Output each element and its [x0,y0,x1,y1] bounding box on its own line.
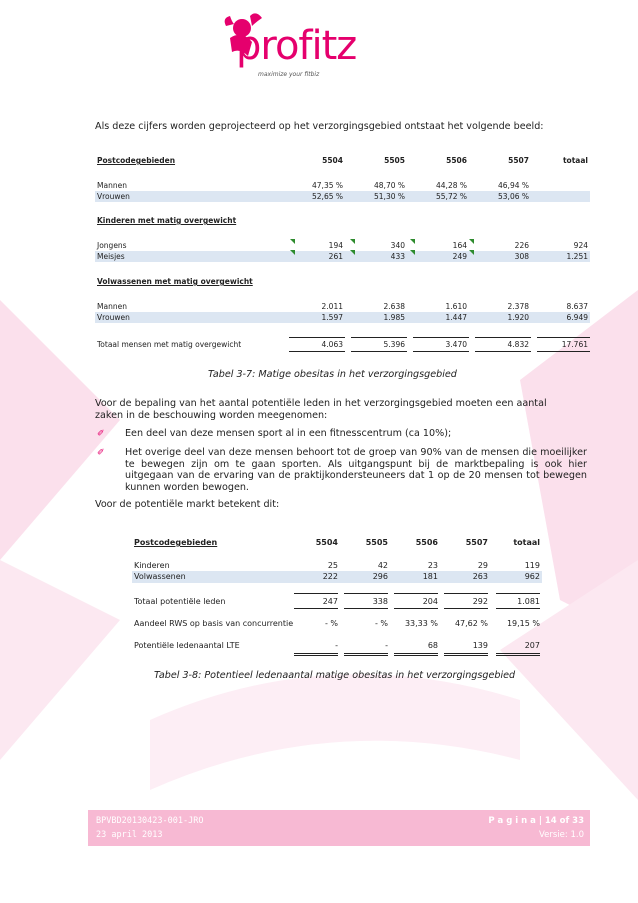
lte-row: Potentiële ledenaantal LTE - - 68 139 207 [134,641,540,650]
header-totaal: totaal [562,156,588,165]
table-row: Kinderen 25 42 23 29 119 [134,561,540,570]
rws-row: Aandeel RWS op basis van concurrentie - % - % 33,33 % 47,62 % 19,15 % [134,619,540,628]
total-rule [394,653,438,654]
total-rule [496,608,540,609]
table-row: Jongens 194 340 164 226 924 [97,241,588,250]
total-rule [344,655,388,656]
bullet-icon: ✐ [97,429,105,439]
section-adults-heading: Volwassenen met matig overgewicht [97,277,253,286]
paragraph-1-line-2: zaken in de beschouwing worden meegenomen: [95,410,328,421]
paragraph-2: Voor de potentiële markt betekent dit: [95,499,280,510]
total-rule [475,351,531,352]
total-rule [344,653,388,654]
total-rule [394,608,438,609]
paragraph-1-line-1: Voor de bepaling van het aantal potentiële leden in het verzorgingsgebied moeten een aantal [95,398,547,409]
total-rule [444,608,488,609]
logo-wordmark: profitz [236,23,357,69]
total-rule [294,593,338,594]
page-footer [88,810,590,846]
header-5507: 5507 [508,156,529,165]
total-rule [413,351,469,352]
bullet-icon: ✐ [97,448,105,458]
table-row: Vrouwen 1.597 1.985 1.447 1.920 6.949 [97,313,588,322]
table-row: Mannen 47,35 % 48,70 % 44,28 % 46,94 % [97,181,529,190]
table-caption-1: Tabel 3-7: Matige obesitas in het verzorgingsgebied [208,369,457,380]
total-rule [444,655,488,656]
table-header [95,155,590,166]
total-rule [537,337,590,338]
header-label: Postcodegebieden [97,156,176,165]
total-rule [537,351,590,352]
total-rule [351,351,407,352]
table-row: Vrouwen 52,65 % 51,30 % 55,72 % 53,06 % [95,191,590,202]
section-children-heading: Kinderen met matig overgewicht [97,216,237,225]
total-rule [289,351,345,352]
total-rule [413,337,469,338]
bullet-item-1: Een deel van deze mensen sport al in een fitnesscentrum (ca 10%); [125,428,452,439]
logo-tagline: maximize your fitbiz [258,71,320,78]
table-caption-2: Tabel 3-8: Potentieel ledenaantal matige obesitas in het verzorgingsgebied [154,670,516,681]
header-5506: 5506 [446,156,467,165]
total-rule [294,655,338,656]
intro-text: Als deze cijfers worden geprojecteerd op het verzorgingsgebied ontstaat het volgende beeld: [95,121,544,132]
document-version: Versie: 1.0 [539,830,584,840]
total-rule [294,608,338,609]
total-rule [344,608,388,609]
table-row: Volwassenen 222 296 181 263 962 [134,572,540,581]
total-rule [444,593,488,594]
total-rule [289,337,345,338]
table-row: Mannen 2.011 2.638 1.610 2.378 8.637 [97,302,588,311]
total-rule [444,653,488,654]
table-header: Postcodegebieden 5504 5505 5506 5507 totaal [134,538,540,547]
header-5505: 5505 [384,156,405,165]
total-rule [496,593,540,594]
total-rule [496,653,540,654]
bullet-item-2: Het overige deel van deze mensen behoort tot de groep van 90% van de mensen die moeilijker te bewegen zijn om te gaan sporten. Als uitgangspunt bij de marktbepaling is ook hier uitgegaan van de ervaring van de praktijkondersteuneers dat 1 op de 20 mensen tot bewegen kunnen worden bewogen. [125,447,587,493]
table-row: Meisjes 261 433 249 308 1.251 [97,252,588,261]
total-rule [394,593,438,594]
page-number: P a g i n a | 14 of 33 [488,816,584,826]
total-row: Totaal mensen met matig overgewicht 4.063 5.396 3.470 4.832 17.761 [97,340,588,349]
total-row: Totaal potentiële leden 247 338 204 292 1.081 [134,597,540,606]
total-rule [496,655,540,656]
total-rule [294,653,338,654]
total-rule [394,655,438,656]
header-5504: 5504 [322,156,343,165]
total-rule [344,593,388,594]
total-rule [475,337,531,338]
document-date: 23 april 2013 [96,830,163,840]
total-rule [351,337,407,338]
document-id: BPVBD20130423-001-JRO [96,816,204,826]
